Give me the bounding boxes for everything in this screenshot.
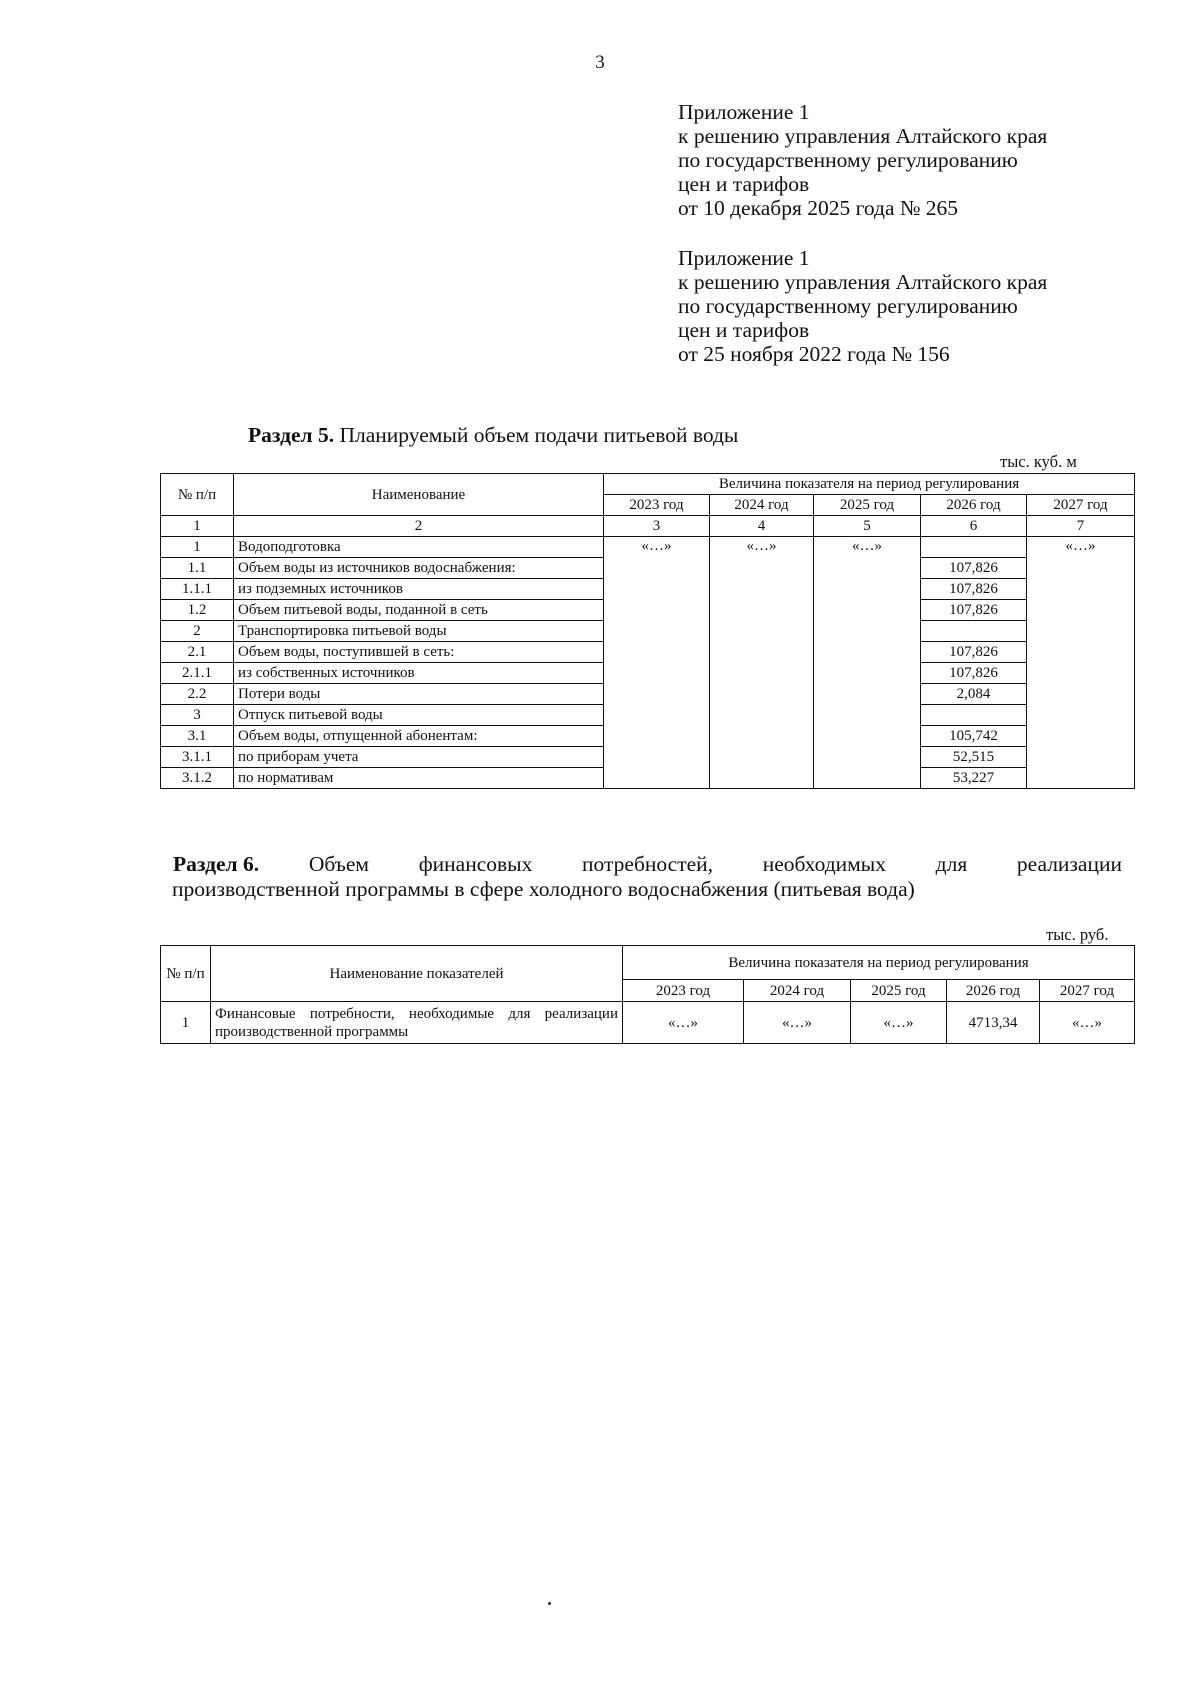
col-header-year: 2027 год [1027,495,1135,516]
col-number: 7 [1027,516,1135,537]
col-header-name: Наименование показателей [211,946,623,1002]
col-header-year: 2025 год [814,495,921,516]
cell-2026: 107,826 [921,579,1027,600]
row-name: Потери воды [234,684,604,705]
table-row [161,600,1135,621]
row-name: Транспортировка питьевой воды [234,621,604,642]
row-num: 1 [161,537,234,558]
row-name: по приборам учета [234,747,604,768]
table-row [161,579,1135,600]
cell-2023: «…» [623,1002,744,1044]
appendix-line: цен и тарифов [678,172,810,196]
row-num: 3.1 [161,726,234,747]
row-num: 3 [161,705,234,726]
col-header-num: № п/п [161,946,211,1002]
col-header-period: Величина показателя на период регулирования [604,474,1135,495]
section6-title-word: реализации [1016,852,1122,876]
table-row [161,1002,1135,1044]
page-number: 3 [595,52,605,73]
section6-title-word: финансовых [418,852,533,876]
cell-2026: 52,515 [921,747,1027,768]
section6-table [160,945,1135,1044]
cell-2025: «…» [851,1002,947,1044]
section6-title [173,852,1122,902]
cell-2026: 105,742 [921,726,1027,747]
col-header-year: 2026 год [921,495,1027,516]
row-name: из подземных источников [234,579,604,600]
appendix-line: Приложение 1 [678,100,810,124]
col-header-num: № п/п [161,474,234,516]
section6-title-word: потребностей, [582,852,714,876]
cell-2026: 107,826 [921,600,1027,621]
cell-2024: «…» [744,1002,851,1044]
appendix-line: от 10 декабря 2025 года № 265 [678,196,958,220]
cell-2026: 107,826 [921,663,1027,684]
row-name: Объем воды из источников водоснабжения: [234,558,604,579]
col-header-year: 2027 год [1040,980,1135,1002]
row-num: 2.1 [161,642,234,663]
col-header-year: 2024 год [710,495,814,516]
col-header-name: Наименование [234,474,604,516]
row-name: Объем воды, поступившей в сеть: [234,642,604,663]
table-row [161,558,1135,579]
section6-unit: тыс. руб. [1046,925,1109,944]
row-num: 1.1 [161,558,234,579]
section6-title-word: Объем [308,852,370,876]
appendix-header-original [678,246,1047,366]
cell-2026: 2,084 [921,684,1027,705]
col-number: 1 [161,516,234,537]
cell-2027: «…» [1040,1002,1135,1044]
section6-title-word: необходимых [762,852,886,876]
cell-2027: «…» [1027,537,1135,558]
row-name: Финансовые потребности, необходимые для реализации производственной программы [211,1002,623,1044]
table-row [161,663,1135,684]
section5-title-text: Планируемый объем подачи питьевой воды [339,423,739,447]
col-header-year: 2023 год [623,980,744,1002]
appendix-line: по государственному регулированию [678,294,1018,318]
appendix-line: цен и тарифов [678,318,810,342]
table-row [161,705,1135,726]
table-row [161,747,1135,768]
col-number: 3 [604,516,710,537]
section5-table [160,473,1135,789]
col-number: 4 [710,516,814,537]
cell-2023: «…» [604,537,710,558]
cell-2024: «…» [710,537,814,558]
table-row [161,684,1135,705]
cell-2025: «…» [814,537,921,558]
cell-2026: 107,826 [921,558,1027,579]
section6-title-word: для [935,852,968,876]
row-num: 2 [161,621,234,642]
row-num: 1.2 [161,600,234,621]
table-row [161,726,1135,747]
row-name: Объем питьевой воды, поданной в сеть [234,600,604,621]
cell-2026 [921,705,1027,726]
col-header-year: 2025 год [851,980,947,1002]
section6-title-line2: производственной программы в сфере холодного водоснабжения (питьевая вода) [172,877,915,901]
cell-2026 [921,537,1027,558]
appendix-line: к решению управления Алтайского края [678,270,1048,294]
row-name: Водоподготовка [234,537,604,558]
row-name: по нормативам [234,768,604,789]
table-row [161,768,1135,789]
col-number: 5 [814,516,921,537]
cell-2026: 53,227 [921,768,1027,789]
row-num: 1 [161,1002,211,1044]
col-header-period: Величина показателя на период регулирования [623,946,1135,980]
appendix-line: Приложение 1 [678,246,810,270]
table-row [161,621,1135,642]
row-num: 3.1.2 [161,768,234,789]
appendix-header-current [678,100,1047,220]
col-header-year: 2023 год [604,495,710,516]
col-number: 2 [234,516,604,537]
cell-2026 [921,621,1027,642]
section6-title-label: Раздел 6. [173,852,260,876]
section5-title-label: Раздел 5. [248,423,335,447]
appendix-line: от 25 ноября 2022 года № 156 [678,342,950,366]
row-name: Отпуск питьевой воды [234,705,604,726]
row-num: 3.1.1 [161,747,234,768]
row-name: Объем воды, отпущенной абонентам: [234,726,604,747]
appendix-line: по государственному регулированию [678,148,1018,172]
section5-unit: тыс. куб. м [1000,452,1077,471]
section5-title [248,423,738,448]
cell-2026: 107,826 [921,642,1027,663]
table-row [161,537,1135,558]
row-num: 2.1.1 [161,663,234,684]
appendix-line: к решению управления Алтайского края [678,124,1048,148]
table-row [161,642,1135,663]
col-header-year: 2026 год [947,980,1040,1002]
col-header-year: 2024 год [744,980,851,1002]
row-num: 2.2 [161,684,234,705]
column-number-row [161,516,1135,537]
row-num: 1.1.1 [161,579,234,600]
row-name: из собственных источников [234,663,604,684]
cell-2026: 4713,34 [947,1002,1040,1044]
col-number: 6 [921,516,1027,537]
stray-dot-mark [548,1602,551,1605]
